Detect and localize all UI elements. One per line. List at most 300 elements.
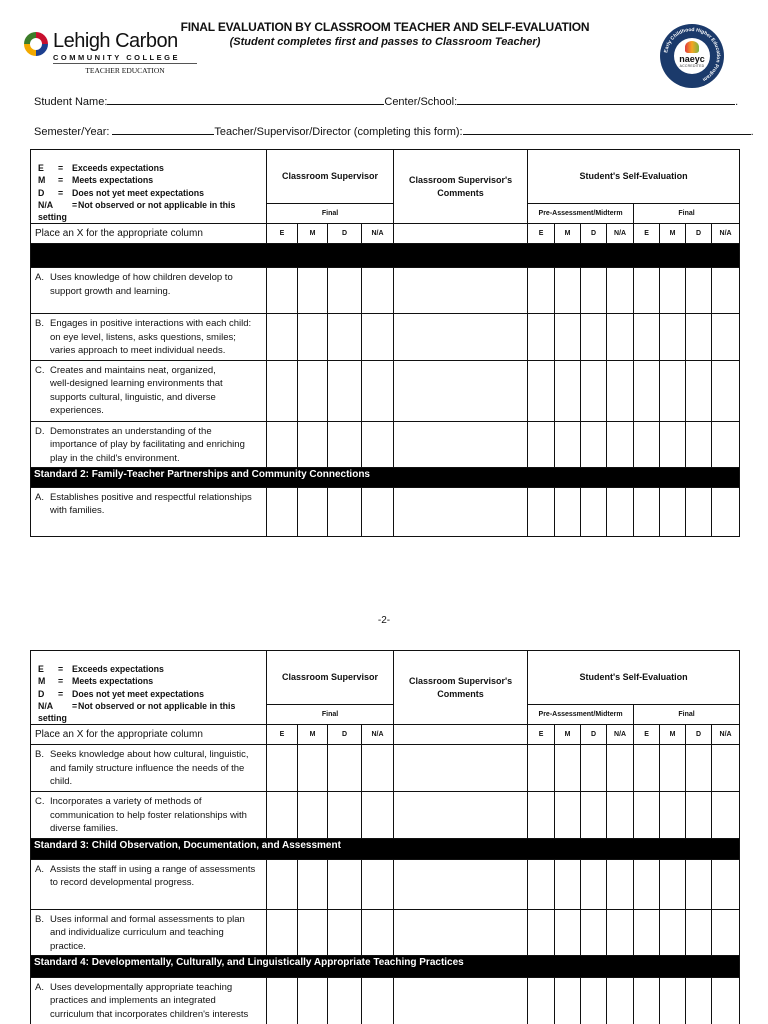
self-final-header: Final	[634, 204, 740, 224]
student-name-label: Student Name:	[34, 96, 108, 108]
rating-cell-pre-d[interactable]	[581, 314, 607, 360]
page-number: -2-	[377, 615, 391, 626]
criterion-row	[31, 268, 740, 314]
criterion-line	[35, 504, 260, 517]
criterion-text	[31, 268, 267, 314]
criterion-line	[35, 762, 260, 775]
criterion-letter: C.	[35, 796, 45, 808]
student-name-field[interactable]	[107, 94, 384, 105]
standard4-title: Standard 4: Developmentally, Culturally, and Linguistically Appropriate Teaching Practices	[31, 955, 740, 977]
rating-cell-pre-d[interactable]	[581, 859, 607, 909]
rating-cell-fin-m[interactable]	[660, 792, 686, 838]
rating-cell-fin-m[interactable]	[660, 977, 686, 1024]
legend-text: Meets expectations	[72, 676, 154, 687]
center-school-field[interactable]	[457, 94, 735, 105]
criterion-row	[31, 792, 740, 838]
comments-input-cell[interactable]	[394, 859, 528, 909]
rating-cell-sup-na[interactable]	[362, 314, 394, 360]
self-eval-header: Student's Self-Evaluation	[528, 150, 740, 204]
criterion-line	[35, 452, 260, 465]
rating-cell-fin-d[interactable]	[686, 360, 712, 421]
standard1-bar	[31, 244, 740, 268]
comments-cell	[394, 725, 528, 745]
place-x-instruction: Place an X for the appropriate column	[31, 224, 267, 244]
criterion-line-text: practices and implements an integrated	[50, 995, 216, 1007]
rating-cell-fin-m[interactable]	[660, 909, 686, 955]
rating-cell-fin-na[interactable]	[712, 421, 740, 467]
code-d: D	[328, 224, 362, 244]
badge-inner	[674, 38, 710, 74]
badge-ring-text: Early Childhood Higher Education Program	[663, 26, 722, 83]
criterion-letter	[35, 876, 50, 889]
criterion-letter	[35, 940, 50, 953]
rating-cell-sup-na[interactable]	[362, 745, 394, 792]
criterion-line	[35, 748, 260, 761]
standard1-cell	[31, 244, 740, 268]
rating-cell-fin-d[interactable]	[686, 745, 712, 792]
p2-std2-items	[31, 745, 740, 838]
legend-text: Meets expectations	[72, 175, 154, 186]
rating-cell-pre-m[interactable]	[555, 745, 581, 792]
rating-cell-fin-e[interactable]	[634, 909, 660, 955]
rating-cell-pre-m[interactable]	[555, 977, 581, 1024]
rating-cell-sup-na[interactable]	[362, 859, 394, 909]
criterion-line-text: supports cultural, linguistic, and diverse	[50, 391, 216, 403]
criterion-text	[31, 909, 267, 955]
legend-key: M	[38, 175, 46, 186]
rating-cell-sup-m[interactable]	[298, 745, 328, 792]
rating-cell-fin-na[interactable]	[712, 859, 740, 909]
code-e: E	[528, 725, 555, 745]
rating-cell-pre-d[interactable]	[581, 421, 607, 467]
criterion-letter	[35, 438, 50, 451]
rating-cell-fin-na[interactable]	[712, 360, 740, 421]
criterion-letter	[35, 404, 50, 417]
code-na: N/A	[712, 725, 740, 745]
teacher-label: Teacher/Supervisor/Director (completing this form):	[214, 126, 463, 138]
rating-cell-pre-e[interactable]	[528, 909, 555, 955]
criterion-line	[35, 876, 260, 889]
legend-row	[38, 199, 262, 211]
rating-cell-fin-e[interactable]	[634, 792, 660, 838]
comments-input-cell[interactable]	[394, 909, 528, 955]
rating-cell-fin-m[interactable]	[660, 360, 686, 421]
criterion-row	[31, 745, 740, 792]
code-na: N/A	[607, 725, 634, 745]
semester-year-label: Semester/Year:	[34, 126, 110, 138]
legend-text: Exceeds expectations	[72, 664, 164, 674]
comments-input-cell[interactable]	[394, 360, 528, 421]
code-na: N/A	[607, 224, 634, 244]
rating-cell-fin-m[interactable]	[660, 745, 686, 792]
rating-cell-fin-d[interactable]	[686, 487, 712, 536]
criterion-line-text: and family structure influence the needs of the	[50, 762, 245, 774]
logo-rule	[53, 63, 197, 64]
rating-cell-sup-d[interactable]	[328, 909, 362, 955]
rating-cell-pre-e[interactable]	[528, 487, 555, 536]
criterion-line	[35, 317, 260, 330]
rating-cell-pre-na[interactable]	[607, 314, 634, 360]
rating-cell-sup-e[interactable]	[267, 792, 298, 838]
rating-cell-sup-m[interactable]	[298, 909, 328, 955]
rating-cell-pre-na[interactable]	[607, 360, 634, 421]
rating-cell-sup-na[interactable]	[362, 268, 394, 314]
rating-cell-fin-na[interactable]	[712, 487, 740, 536]
rating-cell-pre-m[interactable]	[555, 314, 581, 360]
naeyc-swoosh-icon	[685, 41, 699, 53]
criterion-line-text: experiences.	[50, 404, 104, 416]
comments-input-cell[interactable]	[394, 792, 528, 838]
rating-cell-fin-e[interactable]	[634, 268, 660, 314]
code-e: E	[528, 224, 555, 244]
code-d: D	[581, 725, 607, 745]
rating-cell-sup-m[interactable]	[298, 360, 328, 421]
code-e: E	[634, 725, 660, 745]
semester-row-period: .	[750, 126, 754, 138]
rating-cell-fin-na[interactable]	[712, 268, 740, 314]
legend-eq: =	[58, 664, 64, 674]
criterion-letter: D.	[35, 425, 45, 437]
criterion-line-text: curriculum that incorporates children's interests	[50, 1008, 249, 1020]
legend-eq: =	[58, 676, 64, 687]
criterion-text	[31, 745, 267, 792]
legend-eq: =	[58, 163, 64, 173]
rating-cell-fin-na[interactable]	[712, 977, 740, 1024]
rating-cell-pre-e[interactable]	[528, 314, 555, 360]
standard4-bar	[31, 955, 740, 977]
code-m: M	[555, 224, 581, 244]
legend-row	[38, 187, 262, 199]
rating-cell-fin-d[interactable]	[686, 792, 712, 838]
rating-cell-pre-m[interactable]	[555, 487, 581, 536]
rating-cell-pre-m[interactable]	[555, 792, 581, 838]
rating-cell-fin-na[interactable]	[712, 745, 740, 792]
self-final-header: Final	[634, 705, 740, 725]
rating-cell-pre-d[interactable]	[581, 360, 607, 421]
code-d: D	[686, 725, 712, 745]
legend-text: Does not yet meet expectations	[72, 187, 204, 198]
criterion-line-text: Seeks knowledge about how cultural, linguistic,	[50, 749, 249, 761]
criterion-line	[35, 271, 260, 284]
rating-cell-sup-d[interactable]	[328, 421, 362, 467]
criterion-letter: B.	[35, 913, 44, 925]
legend-key: D	[38, 187, 45, 198]
legend-row	[38, 688, 262, 700]
criterion-text	[31, 792, 267, 838]
comments-cell	[394, 224, 528, 244]
code-m: M	[298, 725, 328, 745]
legend-key: M	[38, 676, 46, 687]
rating-cell-fin-d[interactable]	[686, 909, 712, 955]
criterion-letter	[35, 452, 50, 465]
criterion-letter: A.	[35, 272, 44, 284]
criterion-text	[31, 859, 267, 909]
rating-cell-sup-m[interactable]	[298, 487, 328, 536]
comments-input-cell[interactable]	[394, 487, 528, 536]
rating-cell-fin-na[interactable]	[712, 909, 740, 955]
rating-cell-sup-d[interactable]	[328, 487, 362, 536]
criterion-letter	[35, 331, 50, 344]
criterion-line-text: Engages in positive interactions with each child:	[50, 318, 252, 330]
rating-cell-sup-e[interactable]	[267, 745, 298, 792]
rating-cell-pre-d[interactable]	[581, 977, 607, 1024]
code-na: N/A	[362, 725, 394, 745]
rating-cell-sup-e[interactable]	[267, 360, 298, 421]
legend-eq: =	[72, 199, 78, 210]
rating-cell-sup-d[interactable]	[328, 859, 362, 909]
rating-cell-fin-m[interactable]	[660, 487, 686, 536]
criterion-line-text: importance of play by facilitating and enriching	[50, 439, 245, 451]
rating-cell-pre-na[interactable]	[607, 421, 634, 467]
rating-cell-fin-e[interactable]	[634, 487, 660, 536]
criterion-line-text: support growth and learning.	[50, 285, 171, 297]
student-name-row	[34, 94, 738, 108]
rating-cell-sup-e[interactable]	[267, 268, 298, 314]
criterion-letter	[35, 285, 50, 298]
rating-cell-sup-e[interactable]	[267, 314, 298, 360]
criterion-letter: B.	[35, 318, 44, 330]
rating-cell-pre-na[interactable]	[607, 859, 634, 909]
legend-eq: =	[72, 700, 78, 711]
code-m: M	[660, 725, 686, 745]
criterion-line-text: Uses knowledge of how children develop to	[50, 272, 233, 284]
rating-cell-fin-e[interactable]	[634, 314, 660, 360]
rating-cell-fin-e[interactable]	[634, 360, 660, 421]
criterion-line	[35, 940, 260, 953]
rating-cell-sup-d[interactable]	[328, 792, 362, 838]
criterion-line	[35, 926, 260, 939]
criterion-line	[35, 285, 260, 298]
legend-row	[38, 675, 262, 687]
teacher-field[interactable]	[463, 124, 751, 135]
rating-cell-fin-na[interactable]	[712, 792, 740, 838]
rating-cell-fin-d[interactable]	[686, 421, 712, 467]
semester-year-field[interactable]	[112, 124, 214, 135]
rating-cell-fin-e[interactable]	[634, 977, 660, 1024]
criterion-line-text: on eye level, listens, asks questions, smiles;	[50, 331, 236, 343]
rating-cell-pre-na[interactable]	[607, 268, 634, 314]
rating-cell-fin-e[interactable]	[634, 745, 660, 792]
rating-cell-sup-e[interactable]	[267, 421, 298, 467]
criterion-line-text: Establishes positive and respectful relationships	[50, 491, 252, 503]
criterion-line-text: Demonstrates an understanding of the	[50, 425, 212, 437]
rating-cell-pre-d[interactable]	[581, 792, 607, 838]
rating-cell-sup-na[interactable]	[362, 909, 394, 955]
rating-cell-sup-e[interactable]	[267, 487, 298, 536]
criterion-line	[35, 425, 260, 438]
rating-cell-pre-d[interactable]	[581, 909, 607, 955]
criterion-row	[31, 360, 740, 421]
criterion-line-text: play in the child's environment.	[50, 452, 180, 464]
rating-cell-pre-e[interactable]	[528, 792, 555, 838]
legend-text: Not observed or not applicable in this	[78, 199, 236, 210]
rating-cell-sup-m[interactable]	[298, 421, 328, 467]
criterion-line-text: Uses informal and formal assessments to plan	[50, 913, 245, 925]
legend-key: N/A	[38, 199, 54, 210]
comments-input-cell[interactable]	[394, 977, 528, 1024]
legend-key: N/A	[38, 700, 54, 711]
legend-eq: =	[58, 187, 64, 198]
standard3-title: Standard 3: Child Observation, Documentation, and Assessment	[31, 838, 740, 859]
rating-cell-sup-m[interactable]	[298, 859, 328, 909]
rating-cell-pre-d[interactable]	[581, 745, 607, 792]
rating-cell-sup-d[interactable]	[328, 745, 362, 792]
criterion-letter: A.	[35, 863, 44, 875]
criterion-line	[35, 994, 260, 1007]
rating-cell-sup-na[interactable]	[362, 360, 394, 421]
criterion-letter	[35, 822, 50, 835]
rating-cell-pre-e[interactable]	[528, 360, 555, 421]
code-e: E	[267, 224, 298, 244]
legend-row	[38, 663, 262, 675]
criterion-letter	[35, 809, 50, 822]
criterion-line	[35, 438, 260, 451]
criterion-letter	[35, 504, 50, 517]
criterion-line-text: to record developmental progress.	[50, 877, 195, 889]
rating-cell-pre-m[interactable]	[555, 859, 581, 909]
code-m: M	[555, 725, 581, 745]
legend-eq: =	[58, 688, 64, 699]
rating-cell-pre-e[interactable]	[528, 421, 555, 467]
legend-key: E	[38, 163, 44, 173]
rating-cell-sup-na[interactable]	[362, 487, 394, 536]
criterion-line-text: Incorporates a variety of methods of	[50, 796, 202, 808]
legend-text: Exceeds expectations	[72, 163, 164, 173]
rating-cell-pre-na[interactable]	[607, 792, 634, 838]
code-na: N/A	[362, 224, 394, 244]
rating-cell-fin-m[interactable]	[660, 314, 686, 360]
criterion-line	[35, 331, 260, 344]
comments-input-cell[interactable]	[394, 745, 528, 792]
comments-header: Classroom Supervisor's Comments	[394, 651, 528, 725]
criterion-line	[35, 913, 260, 926]
rating-cell-pre-m[interactable]	[555, 268, 581, 314]
rating-cell-sup-e[interactable]	[267, 977, 298, 1024]
code-d: D	[686, 224, 712, 244]
rating-cell-sup-d[interactable]	[328, 268, 362, 314]
rating-cell-sup-na[interactable]	[362, 977, 394, 1024]
rating-cell-pre-m[interactable]	[555, 360, 581, 421]
code-e: E	[267, 725, 298, 745]
criterion-line	[35, 822, 260, 835]
rating-cell-sup-e[interactable]	[267, 859, 298, 909]
rating-cell-fin-d[interactable]	[686, 977, 712, 1024]
rating-cell-fin-m[interactable]	[660, 421, 686, 467]
rating-cell-pre-d[interactable]	[581, 268, 607, 314]
rating-cell-pre-m[interactable]	[555, 421, 581, 467]
criterion-line-text: practice.	[50, 940, 86, 952]
criterion-letter: B.	[35, 749, 44, 761]
rating-cell-fin-d[interactable]	[686, 268, 712, 314]
criterion-text	[31, 314, 267, 360]
legend-text: Does not yet meet expectations	[72, 688, 204, 699]
rating-cell-pre-na[interactable]	[607, 977, 634, 1024]
legend-text: Not observed or not applicable in this	[78, 700, 236, 711]
rating-cell-sup-m[interactable]	[298, 792, 328, 838]
rating-cell-sup-na[interactable]	[362, 792, 394, 838]
rating-cell-sup-m[interactable]	[298, 314, 328, 360]
college-department: TEACHER EDUCATION	[85, 66, 165, 75]
rating-cell-sup-d[interactable]	[328, 360, 362, 421]
legend-row	[38, 162, 262, 174]
supervisor-header: Classroom Supervisor	[267, 651, 394, 705]
rating-cell-pre-na[interactable]	[607, 909, 634, 955]
criterion-letter: A.	[35, 981, 44, 993]
criterion-line	[35, 863, 260, 876]
student-name-period: .	[735, 96, 739, 108]
criterion-letter	[35, 775, 50, 788]
criterion-letter	[35, 1008, 50, 1021]
rating-cell-fin-e[interactable]	[634, 859, 660, 909]
code-m: M	[298, 224, 328, 244]
criterion-line	[35, 981, 260, 994]
criterion-letter	[35, 344, 50, 357]
criterion-row	[31, 859, 740, 909]
rating-cell-pre-na[interactable]	[607, 745, 634, 792]
comments-input-cell[interactable]	[394, 314, 528, 360]
rating-cell-fin-e[interactable]	[634, 421, 660, 467]
criterion-letter: A.	[35, 491, 44, 503]
criterion-row	[31, 314, 740, 360]
pre-assessment-header: Pre-Assessment/Midterm	[528, 204, 634, 224]
evaluation-table-page1	[30, 149, 740, 537]
criterion-line	[35, 404, 260, 417]
center-school-label: Center/School:	[384, 96, 458, 108]
std2-items	[31, 487, 740, 536]
rating-cell-fin-na[interactable]	[712, 314, 740, 360]
criterion-line-text: communication to help foster relationships with	[50, 809, 247, 821]
criterion-line-text: well-designed learning environments that	[50, 378, 223, 390]
rating-cell-pre-d[interactable]	[581, 487, 607, 536]
badge-naeyc: naeyc	[679, 54, 705, 64]
rating-cell-sup-m[interactable]	[298, 977, 328, 1024]
code-na: N/A	[712, 224, 740, 244]
criterion-line	[35, 364, 260, 377]
legend-eq: =	[58, 175, 64, 186]
rating-cell-fin-d[interactable]	[686, 859, 712, 909]
rating-cell-sup-d[interactable]	[328, 314, 362, 360]
rating-cell-pre-e[interactable]	[528, 745, 555, 792]
rating-cell-fin-m[interactable]	[660, 859, 686, 909]
legend-wrap: setting	[38, 212, 67, 223]
criterion-text	[31, 421, 267, 467]
rating-cell-sup-e[interactable]	[267, 909, 298, 955]
rating-cell-sup-d[interactable]	[328, 977, 362, 1024]
comments-input-cell[interactable]	[394, 268, 528, 314]
criterion-letter	[35, 926, 50, 939]
legend-row	[38, 174, 262, 186]
criterion-line	[35, 377, 260, 390]
code-e: E	[634, 224, 660, 244]
standard2-title: Standard 2: Family-Teacher Partnerships and Community Connections	[31, 467, 740, 487]
rating-cell-sup-na[interactable]	[362, 421, 394, 467]
supervisor-header: Classroom Supervisor	[267, 150, 394, 204]
rating-cell-fin-m[interactable]	[660, 268, 686, 314]
criterion-line-text: child.	[50, 776, 73, 788]
rating-cell-sup-m[interactable]	[298, 268, 328, 314]
comments-input-cell[interactable]	[394, 421, 528, 467]
rating-cell-fin-d[interactable]	[686, 314, 712, 360]
college-logo	[24, 30, 180, 78]
rating-cell-pre-m[interactable]	[555, 909, 581, 955]
std4-items	[31, 977, 740, 1024]
criterion-text	[31, 487, 267, 536]
criterion-line	[35, 491, 260, 504]
rating-cell-pre-e[interactable]	[528, 268, 555, 314]
rating-cell-pre-e[interactable]	[528, 977, 555, 1024]
rating-cell-pre-na[interactable]	[607, 487, 634, 536]
rating-cell-pre-e[interactable]	[528, 859, 555, 909]
